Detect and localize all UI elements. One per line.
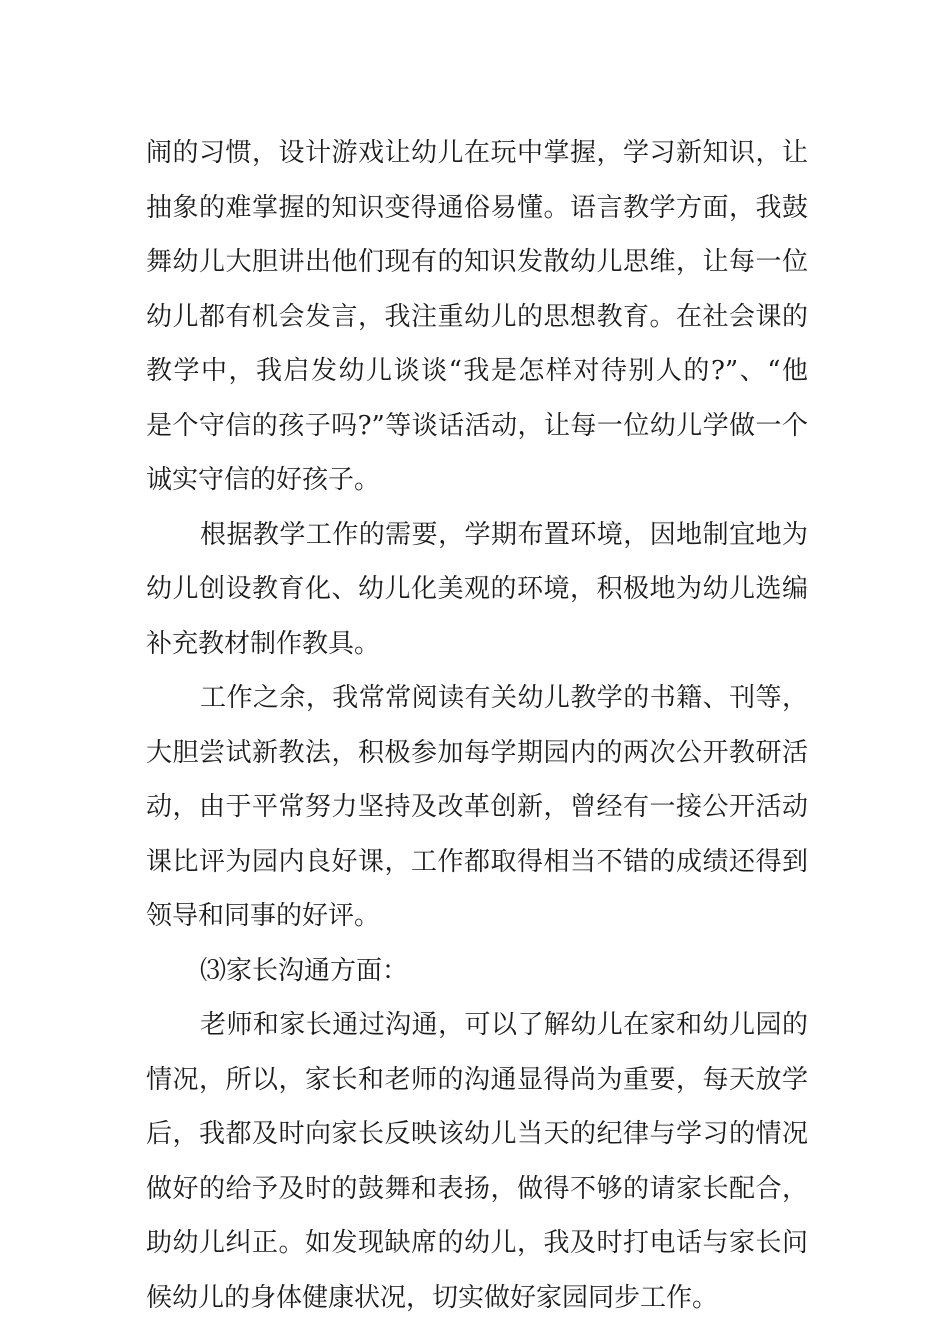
document-body (146, 126, 808, 1325)
paragraph (146, 126, 808, 508)
text-line: 根据教学工作的需要，学期布置环境，因地制宜地为 (200, 519, 808, 550)
text-line: 工作之余，我常常阅读有关幼儿教学的书籍、刊等， (200, 683, 808, 713)
paragraph (146, 671, 808, 944)
text-line: 课比评为园内良好课，工作都取得相当不错的成绩还得到 (146, 846, 808, 877)
text-line: 幼儿都有机会发言，我注重幼儿的思想教育。在社会课的 (146, 301, 808, 332)
paragraph (146, 998, 808, 1325)
text-line: 助幼儿纠正。如发现缺席的幼儿，我及时打电话与家长问 (146, 1228, 808, 1258)
text-line: 后，我都及时向家长反映该幼儿当天的纪律与学习的情况 (146, 1119, 808, 1149)
text-line: ⑶家长沟通方面： (200, 955, 409, 986)
text-line: 补充教材制作教具。 (146, 628, 381, 659)
text-line: 候幼儿的身体健康状况，切实做好家园同步工作。 (146, 1282, 719, 1313)
text-line: 闹的习惯，设计游戏让幼儿在玩中掌握，学习新知识，让 (146, 138, 808, 168)
text-line: 诚实守信的好孩子。 (146, 465, 381, 495)
text-line: 抽象的难掌握的知识变得通俗易懂。语言教学方面，我鼓 (146, 192, 808, 223)
text-line: 是个守信的孩子吗?”等谈话活动，让每一位幼儿学做一个 (146, 410, 808, 441)
text-line: 领导和同事的好评。 (146, 901, 381, 931)
text-line: 老师和家长通过沟通，可以了解幼儿在家和幼儿园的 (200, 1010, 808, 1040)
paragraph (146, 944, 808, 999)
text-line: 情况，所以，家长和老师的沟通显得尚为重要，每天放学 (146, 1064, 808, 1095)
paragraph (146, 508, 808, 672)
text-line: 教学中，我启发幼儿谈谈“我是怎样对待别人的?”、“他 (146, 356, 808, 386)
text-line: 舞幼儿大胆讲出他们现有的知识发散幼儿思维，让每一位 (146, 247, 808, 277)
text-line: 动，由于平常努力坚持及改革创新，曾经有一接公开活动 (146, 792, 808, 822)
text-line: 大胆尝试新教法，积极参加每学期园内的两次公开教研活 (146, 737, 808, 768)
text-line: 做好的给予及时的鼓舞和表扬，做得不够的请家长配合， (146, 1173, 808, 1204)
text-line: 幼儿创设教育化、幼儿化美观的环境，积极地为幼儿选编 (146, 574, 808, 604)
